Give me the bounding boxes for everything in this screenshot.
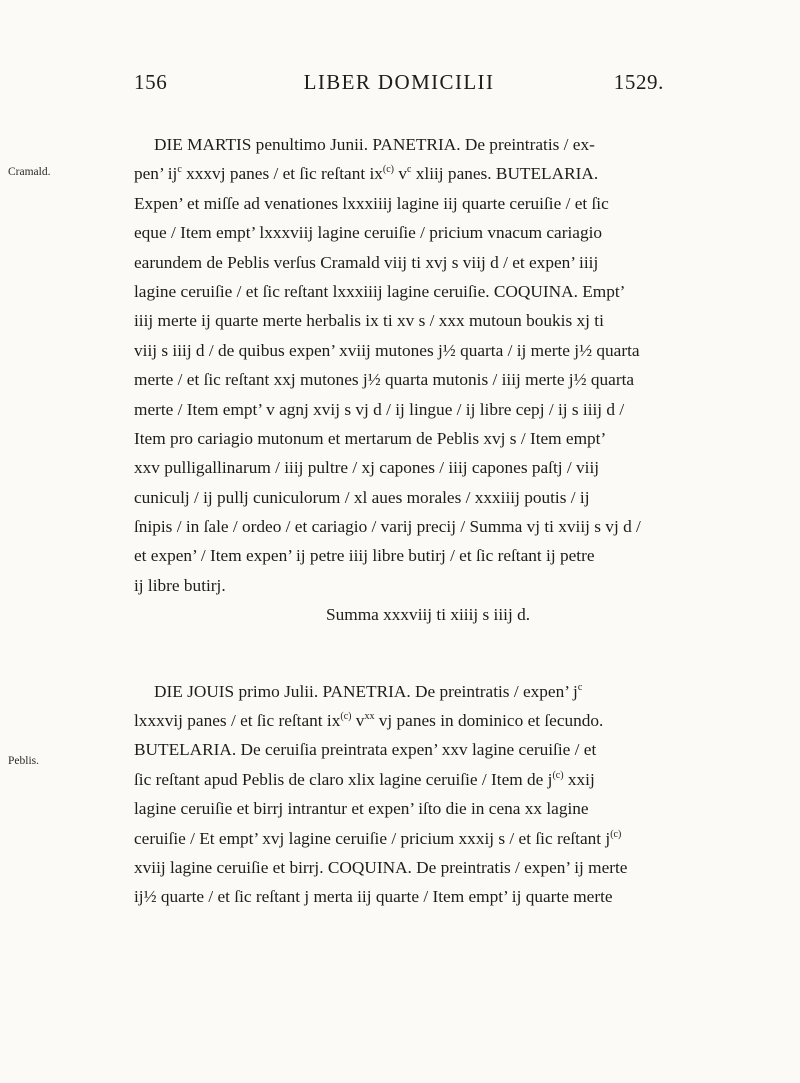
text-line: DIE MARTIS penultimo Junii. PANETRIA. De preintratis / ex- [154, 135, 595, 154]
text-line: pen’ $ij^c$ xxxvj panes / et ſic reſtant $ix^{(c)}$ $v^c$ xliij panes. BUTELARIA. [134, 164, 599, 184]
text-line: ij libre butirj. [134, 575, 226, 595]
text-line: lxxxvij panes / et ſic reſtant $ix^{(c)}$ $v^{xx}$ vj panes in dominico et ſecundo. [134, 711, 604, 731]
entry-die-martis [134, 130, 670, 630]
text-line: Item pro cariagio mutonum et mertarum de Peblis xvj s / Item empt’ [134, 428, 607, 448]
text-line: merte / Item empt’ v agnj xvij s vj d / ij lingue / ij libre cepj / ij s iiij d / [134, 399, 625, 419]
entry-die-jouis [134, 677, 670, 912]
margin-note-peblis: Peblis. [8, 755, 39, 767]
text-line: et expen’ / Item expen’ ij petre iiij libre butirj / et ſic reſtant ij petre [134, 546, 595, 566]
page-header [134, 70, 664, 106]
text-line: ceruiſie / Et empt’ xvj lagine ceruiſie / pricium xxxij s / et ſic reſtant $j^{(c)}$ [134, 828, 622, 848]
text-line: xxv pulligallinarum / iiij pultre / xj capones / iiij capones paſtj / viij [134, 458, 600, 478]
text-line: viij s iiij d / de quibus expen’ xviij mutones j½ quarta / ij merte j½ quarta [134, 340, 640, 360]
running-title: LIBER DOMICILII [303, 70, 495, 94]
running-year: 1529. [613, 70, 664, 94]
text-line: earundem de Peblis verſus Cramald viij ti xvj s viij d / et expen’ iiij [134, 252, 599, 272]
text-line: Expen’ et miſſe ad venationes lxxxiiij lagine iij quarte ceruiſie / et ſic [134, 193, 609, 213]
text-line: xviij lagine ceruiſie et birrj. COQUINA. De preintratis / expen’ ij merte [134, 857, 628, 877]
page-number: 156 [134, 70, 168, 94]
margin-note-cramald: Cramald. [8, 166, 51, 178]
text-line: lagine ceruiſie et birrj intrantur et expen’ iſto die in cena xx lagine [134, 799, 589, 819]
text-line: DIE JOUIS primo Julii. PANETRIA. De preintratis / expen’ $j^c$ [154, 681, 583, 701]
text-line: eque / Item empt’ lxxxviij lagine ceruiſie / pricium vnacum cariagio [134, 223, 603, 243]
text-line: BUTELARIA. De ceruiſia preintrata expen’ xxv lagine ceruiſie / et [134, 740, 597, 760]
text-line: ſnipis / in ſale / ordeo / et cariagio / varij precij / Summa vj ti xviij s vj d / [134, 517, 641, 537]
text-line: iiij merte ij quarte merte herbalis ix ti xv s / xxx mutoun boukis xj ti [134, 311, 604, 331]
text-line: ſic reſtant apud Peblis de claro xlix lagine ceruiſie / Item de $j^{(c)}$ xxij [134, 769, 595, 789]
summa-line: Summa xxxviij ti xiiij s iiij d. [326, 605, 531, 625]
text-line: merte / et ſic reſtant xxj mutones j½ quarta mutonis / iiij merte j½ quarta [134, 370, 635, 390]
text-line: cuniculj / ij pullj cuniculorum / xl aues morales / xxxiiij poutis / ij [134, 487, 590, 507]
text-line: lagine ceruiſie / et ſic reſtant lxxxiiij lagine ceruiſie. COQUINA. Empt’ [134, 281, 626, 301]
text-line: ij½ quarte / et ſic reſtant j merta iij quarte / Item empt’ ij quarte merte [134, 887, 613, 907]
page-body [134, 130, 670, 912]
